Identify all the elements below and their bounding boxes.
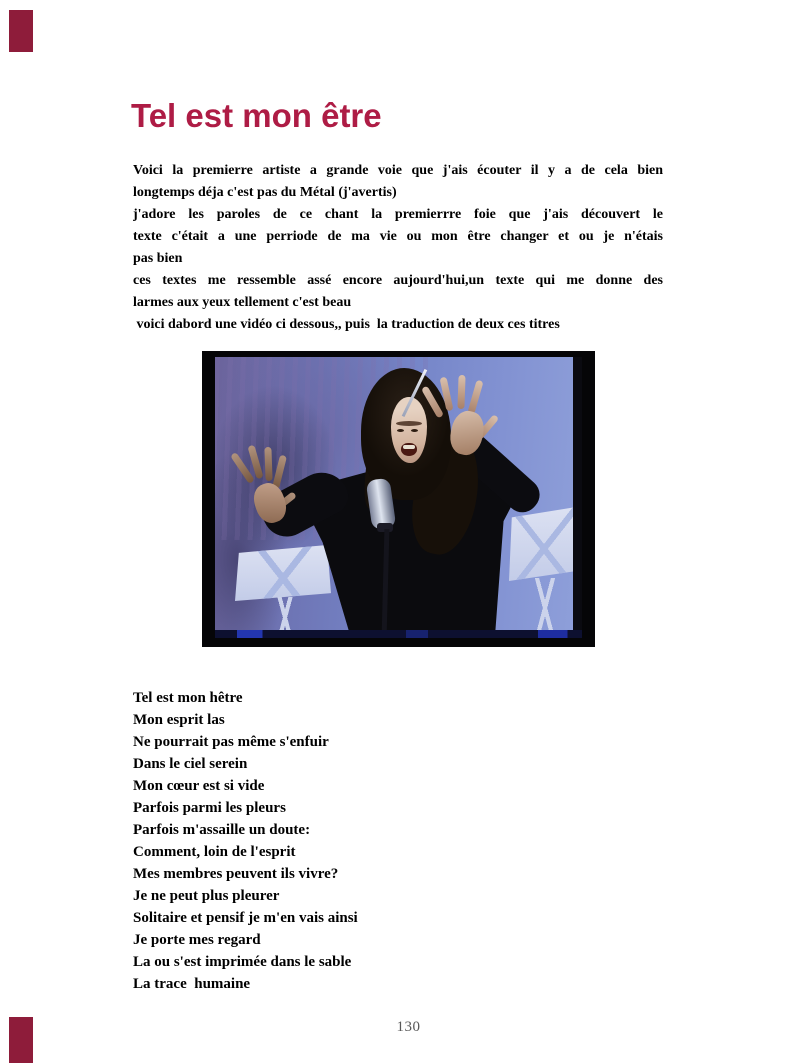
intro-line: larmes aux yeux tellement c'est beau	[133, 295, 352, 310]
poem-line: La trace humaine	[133, 976, 251, 992]
intro-line: longtemps déja c'est pas du Métal (j'avertis)	[133, 185, 397, 200]
music-stand-right	[509, 507, 579, 581]
music-stand-left	[235, 545, 331, 601]
poem-line: Mon cœur est si vide	[133, 778, 265, 794]
singer-brow	[396, 421, 422, 426]
video-edge-band	[573, 357, 582, 638]
intro-line: texte c'était a une perriode de ma vie ou mon être changer et ou je n'étais	[133, 229, 663, 244]
intro-line: j'adore les paroles de ce chant la premierrre foie que j'ais découvert le	[133, 207, 663, 222]
singer-eye	[397, 429, 404, 432]
intro-line: pas bien	[133, 251, 183, 266]
intro-line: ces textes me ressemble assé encore aujourd'hui,un texte qui me donne des	[133, 273, 663, 288]
poem-line: Mon esprit las	[133, 712, 225, 728]
poem-line: Ne pourrait pas même s'enfuir	[133, 734, 329, 750]
singer-right-hand-finger	[467, 380, 483, 415]
singer-eye	[411, 429, 418, 432]
poem-line: Solitaire et pensif je m'en vais ainsi	[133, 910, 358, 926]
intro-line: voici dabord une vidéo ci dessous,, puis la traduction de deux ces titres	[133, 317, 560, 332]
intro-paragraphs	[133, 160, 663, 336]
music-stand-right-legs	[517, 578, 573, 638]
page-title: Tel est mon être	[131, 97, 382, 134]
video-frame	[215, 357, 582, 638]
poem-line: Je ne peut plus pleurer	[133, 888, 280, 904]
corner-mark-top-left	[9, 10, 33, 52]
poem-line: Parfois m'assaille un doute:	[133, 822, 311, 838]
poem-line: Tel est mon hêtre	[133, 690, 243, 706]
intro-line: Voici la premierre artiste a grande voie que j'ais écouter il y a de cela bien	[133, 163, 663, 178]
singer-right-hand-finger	[457, 375, 465, 409]
singer-left-hand-finger	[264, 447, 272, 481]
poem-line: Mes membres peuvent ils vivre?	[133, 866, 339, 882]
page-number: 130	[396, 1019, 421, 1035]
poem-line: Comment, loin de l'esprit	[133, 844, 296, 860]
corner-mark-bottom-left	[9, 1017, 33, 1063]
poem-line: Dans le ciel serein	[133, 756, 248, 772]
lyrics-poem	[133, 687, 553, 995]
singer-teeth	[403, 445, 415, 449]
video-letterbox-bar	[215, 630, 582, 638]
poem-line: Je porte mes regard	[133, 932, 261, 948]
poem-line: Parfois parmi les pleurs	[133, 800, 286, 816]
singer-video-still	[202, 351, 595, 647]
poem-line: La ou s'est imprimée dans le sable	[133, 954, 352, 970]
